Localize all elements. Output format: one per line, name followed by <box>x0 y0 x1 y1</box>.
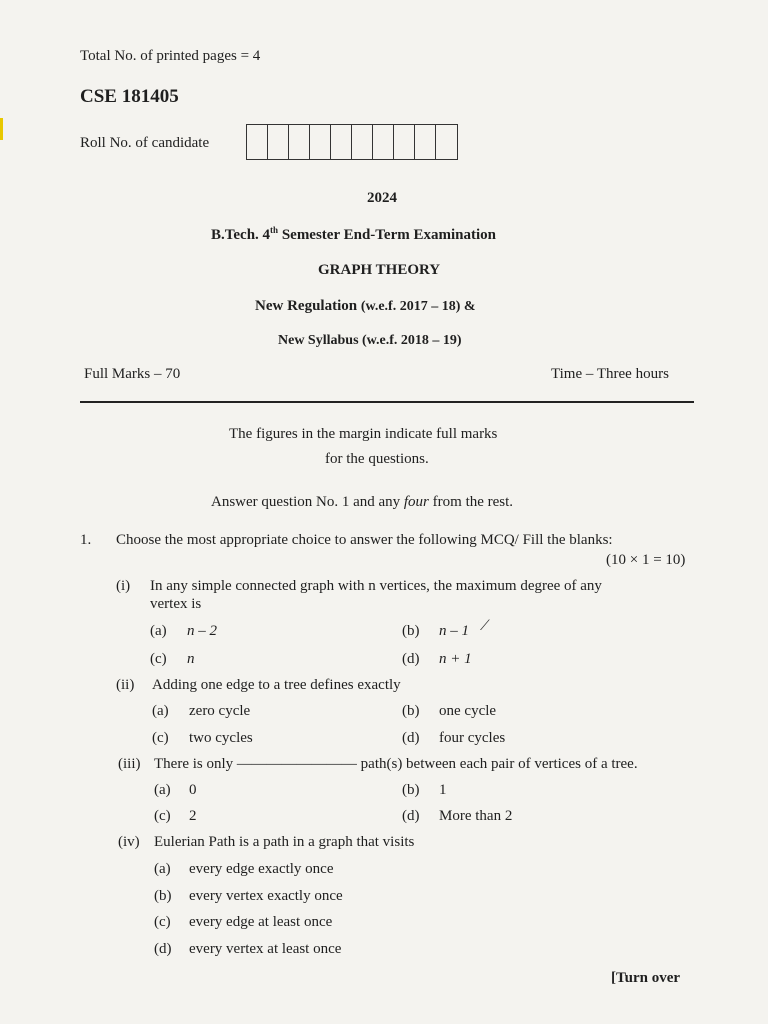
time-allowed: Time – Three hours <box>551 366 669 382</box>
option-text: n – 1 <box>439 623 469 639</box>
instruction-line1: The figures in the margin indicate full marks <box>229 426 498 442</box>
regulation: New Regulation (w.e.f. 2017 – 18) & <box>255 298 476 314</box>
roll-digit-box[interactable] <box>394 125 415 159</box>
option-label: (c) <box>150 651 167 667</box>
roll-digit-box[interactable] <box>415 125 436 159</box>
option-text: 2 <box>189 808 197 824</box>
option-text: n – 2 <box>187 623 217 639</box>
option-label: (a) <box>152 703 169 719</box>
part-text: Eulerian Path is a path in a graph that visits <box>154 834 415 850</box>
roll-digit-box[interactable] <box>436 125 457 159</box>
option-label: (a) <box>154 861 171 877</box>
option-label: (c) <box>152 730 169 746</box>
roll-digit-box[interactable] <box>268 125 289 159</box>
option-text: zero cycle <box>189 703 251 719</box>
option-text: 0 <box>189 782 197 798</box>
part-number: (iii) <box>118 756 141 772</box>
exam-year: 2024 <box>367 190 397 206</box>
turn-over: [Turn over <box>611 970 681 986</box>
option-text: n <box>187 651 195 667</box>
option-text: every vertex at least once <box>189 941 342 957</box>
option-label: (a) <box>150 623 167 639</box>
edge-mark <box>0 118 3 140</box>
option-label: (b) <box>402 703 420 719</box>
question-text: Choose the most appropriate choice to answer the following MCQ/ Fill the blanks: <box>116 532 613 548</box>
tick-mark-icon: ⟋ <box>480 619 490 634</box>
option-text: 1 <box>439 782 447 798</box>
roll-digit-box[interactable] <box>247 125 268 159</box>
roll-digit-box[interactable] <box>310 125 331 159</box>
course-code: CSE 181405 <box>80 86 179 107</box>
divider-line <box>80 401 694 403</box>
option-text: every edge at least once <box>189 914 333 930</box>
roll-digit-box[interactable] <box>289 125 310 159</box>
part-number: (iv) <box>118 834 140 850</box>
option-label: (d) <box>402 730 420 746</box>
roll-digit-box[interactable] <box>373 125 394 159</box>
option-label: (a) <box>154 782 171 798</box>
option-label: (d) <box>154 941 172 957</box>
roll-label: Roll No. of candidate <box>80 135 210 151</box>
roll-digit-box[interactable] <box>331 125 352 159</box>
printed-pages: Total No. of printed pages = 4 <box>80 48 261 64</box>
full-marks: Full Marks – 70 <box>84 366 181 382</box>
part-number: (i) <box>116 578 131 594</box>
option-text: four cycles <box>439 730 506 746</box>
option-label: (d) <box>402 651 420 667</box>
option-text: two cycles <box>189 730 253 746</box>
option-label: (d) <box>402 808 420 824</box>
option-text: n + 1 <box>439 651 472 667</box>
part-number: (ii) <box>116 677 135 693</box>
exam-title: B.Tech. 4th Semester End-Term Examination <box>211 225 496 243</box>
option-text: one cycle <box>439 703 497 719</box>
option-label: (c) <box>154 914 171 930</box>
question-marks: (10 × 1 = 10) <box>606 552 686 568</box>
roll-number-boxes[interactable] <box>246 124 458 160</box>
option-label: (b) <box>402 782 420 798</box>
answer-instruction: Answer question No. 1 and any four from the rest. <box>211 494 514 510</box>
part-text-cont: vertex is <box>150 596 202 612</box>
part-text: In any simple connected graph with n vertices, the maximum degree of any <box>150 578 602 594</box>
option-label: (b) <box>402 623 420 639</box>
part-text: There is only ———————— path(s) between each pair of vertices of a tree. <box>154 756 638 772</box>
question-number: 1. <box>80 532 92 548</box>
option-text: every vertex exactly once <box>189 888 343 904</box>
instruction-line2: for the questions. <box>325 451 429 467</box>
option-text: More than 2 <box>439 808 513 824</box>
part-text: Adding one edge to a tree defines exactly <box>152 677 401 693</box>
option-label: (b) <box>154 888 172 904</box>
subject-title: GRAPH THEORY <box>318 262 441 278</box>
fill-blank: ———————— <box>236 756 357 772</box>
option-label: (c) <box>154 808 171 824</box>
option-text: every edge exactly once <box>189 861 334 877</box>
syllabus: New Syllabus (w.e.f. 2018 – 19) <box>278 333 462 348</box>
roll-digit-box[interactable] <box>352 125 373 159</box>
